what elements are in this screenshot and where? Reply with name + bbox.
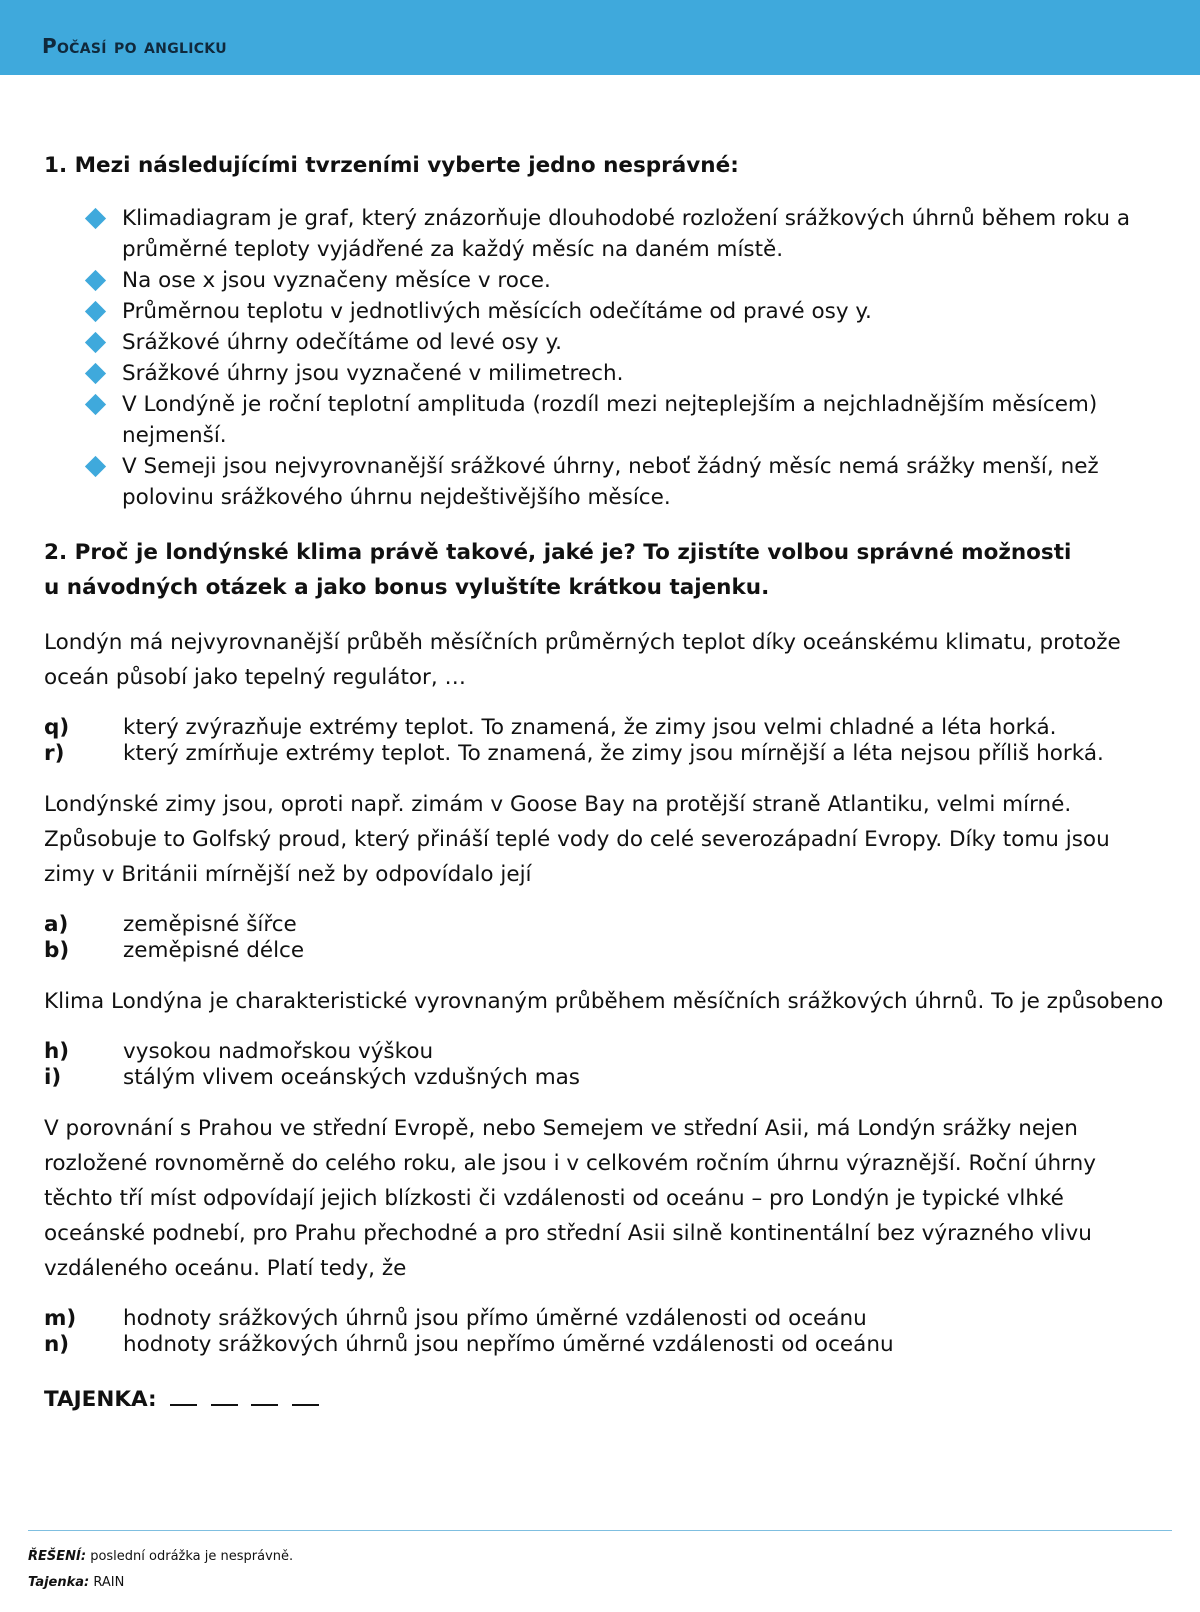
option-group <box>44 1039 1164 1091</box>
option-b[interactable] <box>44 938 1164 964</box>
statement-item <box>86 265 1164 296</box>
tajenka-solution-line <box>28 1570 293 1596</box>
diamond-bullet-icon <box>85 301 106 322</box>
footer-solution <box>28 1544 293 1596</box>
diamond-bullet-icon <box>85 456 106 477</box>
statement-item <box>86 358 1164 389</box>
question-2-heading-line-1: 2. Proč je londýnské klima právě takové, jaké je? To zjistíte volbou správné možnosti <box>44 540 1072 565</box>
option-text: zeměpisné délce <box>123 938 305 963</box>
option-group <box>44 912 1164 964</box>
tajenka-answer <box>44 1384 1164 1415</box>
solution-text: poslední odrážka je nesprávně. <box>86 1549 294 1564</box>
option-text: hodnoty srážkových úhrnů jsou nepřímo úměrné vzdálenosti od oceánu <box>123 1332 894 1357</box>
statement-text: Srážkové úhrny jsou vyznačené v milimetrech. <box>122 361 624 386</box>
answer-blank[interactable] <box>211 1386 238 1406</box>
answer-blank[interactable] <box>292 1386 319 1406</box>
option-group <box>44 715 1164 767</box>
question-2-heading-line-2: u návodných otázek a jako bonus vyluštíte krátkou tajenku. <box>44 575 770 600</box>
answer-blank[interactable] <box>170 1386 197 1406</box>
option-text: vysokou nadmořskou výškou <box>123 1039 434 1064</box>
statement-item <box>86 451 1164 513</box>
tajenka-solution-label: Tajenka: <box>28 1575 90 1590</box>
answer-blank[interactable] <box>251 1386 278 1406</box>
statement-text: Srážkové úhrny odečítáme od levé osy y. <box>122 330 562 355</box>
statement-item <box>86 327 1164 358</box>
statement-text: Klimadiagram je graf, který znázorňuje dlouhodobé rozložení srážkových úhrnů během roku a průměrné teploty vyjádřené za každý měsíc na daném místě. <box>122 206 1131 262</box>
option-key: a) <box>44 912 69 937</box>
option-q[interactable] <box>44 715 1164 741</box>
statement-text: Průměrnou teplotu v jednotlivých měsících odečítáme od pravé osy y. <box>122 299 872 324</box>
option-text: hodnoty srážkových úhrnů jsou přímo úměrné vzdálenosti od oceánu <box>123 1306 867 1331</box>
question-1-heading: 1. Mezi následujícími tvrzeními vyberte jedno nesprávné: <box>44 153 739 178</box>
option-key: i) <box>44 1065 62 1090</box>
question-2-heading <box>44 535 1164 605</box>
statement-item <box>86 203 1164 265</box>
paragraph: Londýnské zimy jsou, oproti např. zimám v Goose Bay na protější straně Atlantiku, velmi mírné. Způsobuje to Golfský proud, který přináší teplé vody do celé severozápadní Evropy. Díky tomu jsou zimy v Británii mírnější než by odpovídalo její <box>44 792 1110 887</box>
statement-item <box>86 389 1164 451</box>
statement-text: V Semeji jsou nejvyrovnanější srážkové úhrny, neboť žádný měsíc nemá srážky menší, než polovinu srážkového úhrnu nejdeštivějšího měsíce. <box>122 454 1099 510</box>
paragraph: V porovnání s Prahou ve střední Evropě, nebo Semejem ve střední Asii, má Londýn srážky nejen rozložené rovnoměrně do celého roku, ale jsou i v celkovém ročním úhrnu výraznější. Roční úhrny těchto tří míst odpovídají jejich blízkosti či vzdálenosti od oceánu – pro Londýn je typické vlhké oceánské podnebí, pro Prahu přechodné a pro střední Asii silně kontinentální bez výrazného vlivu vzdáleného oceánu. Platí tedy, že <box>44 1116 1096 1281</box>
header-bar <box>0 0 1200 75</box>
option-group <box>44 1306 1164 1358</box>
statement-item <box>86 296 1164 327</box>
option-key: r) <box>44 741 65 766</box>
option-key: q) <box>44 715 70 740</box>
option-a[interactable] <box>44 912 1164 938</box>
paragraph: Klima Londýna je charakteristické vyrovnaným průběhem měsíčních srážkových úhrnů. To je způsobeno <box>44 989 1164 1014</box>
option-i[interactable] <box>44 1065 1164 1091</box>
option-key: n) <box>44 1332 70 1357</box>
statement-text: Na ose x jsou vyznačeny měsíce v roce. <box>122 268 551 293</box>
option-text: stálým vlivem oceánských vzdušných mas <box>123 1065 581 1090</box>
option-r[interactable] <box>44 741 1164 767</box>
worksheet-content <box>44 148 1164 1415</box>
diamond-bullet-icon <box>85 394 106 415</box>
option-key: h) <box>44 1039 70 1064</box>
option-key: b) <box>44 938 70 963</box>
diamond-bullet-icon <box>85 363 106 384</box>
paragraph: Londýn má nejvyrovnanější průběh měsíčních průměrných teplot díky oceánskému klimatu, protože oceán působí jako tepelný regulátor, … <box>44 630 1121 690</box>
page-title: Počasí po anglicku <box>42 34 227 58</box>
solution-line <box>28 1544 293 1570</box>
option-text: který zmírňuje extrémy teplot. To znamená, že zimy jsou mírnější a léta nejsou příliš horká. <box>123 741 1104 766</box>
diamond-bullet-icon <box>85 270 106 291</box>
solution-label: ŘEŠENÍ: <box>28 1549 87 1564</box>
option-key: m) <box>44 1306 77 1331</box>
option-h[interactable] <box>44 1039 1164 1065</box>
diamond-bullet-icon <box>85 332 106 353</box>
question-1-statements <box>86 203 1164 513</box>
option-text: zeměpisné šířce <box>123 912 297 937</box>
tajenka-solution-text: RAIN <box>89 1575 125 1590</box>
option-m[interactable] <box>44 1306 1164 1332</box>
tajenka-label: TAJENKA: <box>44 1387 157 1412</box>
option-n[interactable] <box>44 1332 1164 1358</box>
option-text: který zvýrazňuje extrémy teplot. To znamená, že zimy jsou velmi chladné a léta horká. <box>123 715 1057 740</box>
footer-divider <box>28 1530 1172 1531</box>
diamond-bullet-icon <box>85 208 106 229</box>
statement-text: V Londýně je roční teplotní amplituda (rozdíl mezi nejteplejším a nejchladnějším měsícem) nejmenší. <box>122 392 1098 448</box>
